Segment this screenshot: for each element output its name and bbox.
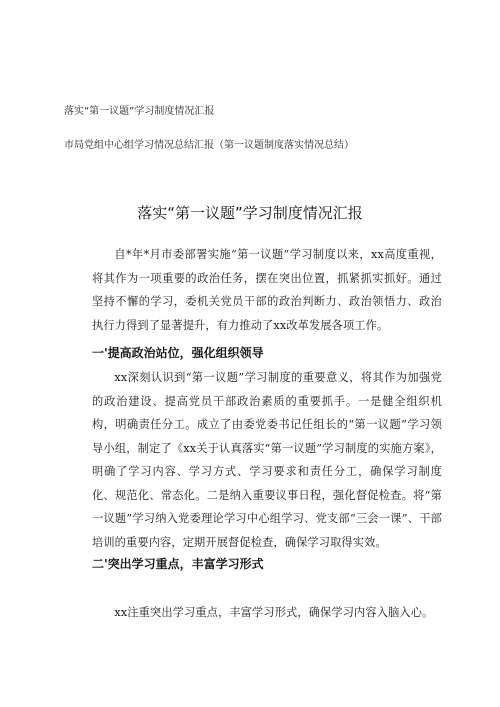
document-title: 落实“第一议题”学习制度情况汇报 [137, 204, 363, 222]
section-2-block [92, 601, 442, 625]
intro-paragraph: 自*年*月市委部署实施“第一议题”学习制度以来，xx高度重视，将其作为一项重要的政治任务，摆在突出位置，抓紧抓实抓好。通过坚持不懈的学习，委机关党员干部的政治判断力、政治领悟力、政治执行力得到了显著提升，有力推动了xx改革发展各项工作。 [92, 248, 442, 332]
section-2-heading: 二'突出学习重点，丰富学习形式 [92, 557, 264, 571]
section-2-paragraph: xx注重突出学习重点，丰富学习形式，确保学习内容入脑入心。 [114, 606, 434, 619]
intro-block [92, 243, 442, 337]
section-1-paragraph: xx深刻认识到“第一议题”学习制度的重要意义，将其作为加强党的政治建设、提高党员干部政治素质的重要抓手。一是健全组织机构，明确责任分工。成立了由委党委书记任组长的“第一议题”学习领导小组，制定了《xx关于认真落实“第一议题”学习制度的实施方案》，明确了学习内容、学习方式、学习要求和责任分工，确保学习制度化、规范化、常态化。二是纳入重要议事日程，强化督促检查。将“第一议题”学习纳入党委理论学习中心组学习、党支部“三会一课”、干部培训的重要内容，定期开展督促检查，确保学习取得实效。 [92, 371, 442, 549]
header-line-1: 落实“第一议题”学习制度情况汇报 [64, 106, 215, 117]
header-line-2: 市局党组中心组学习情况总结汇报（第一议题制度落实情况总结） [64, 140, 354, 151]
section-1-block [92, 366, 442, 554]
section-1-heading: 一'提高政治站位，强化组织领导 [92, 346, 264, 360]
